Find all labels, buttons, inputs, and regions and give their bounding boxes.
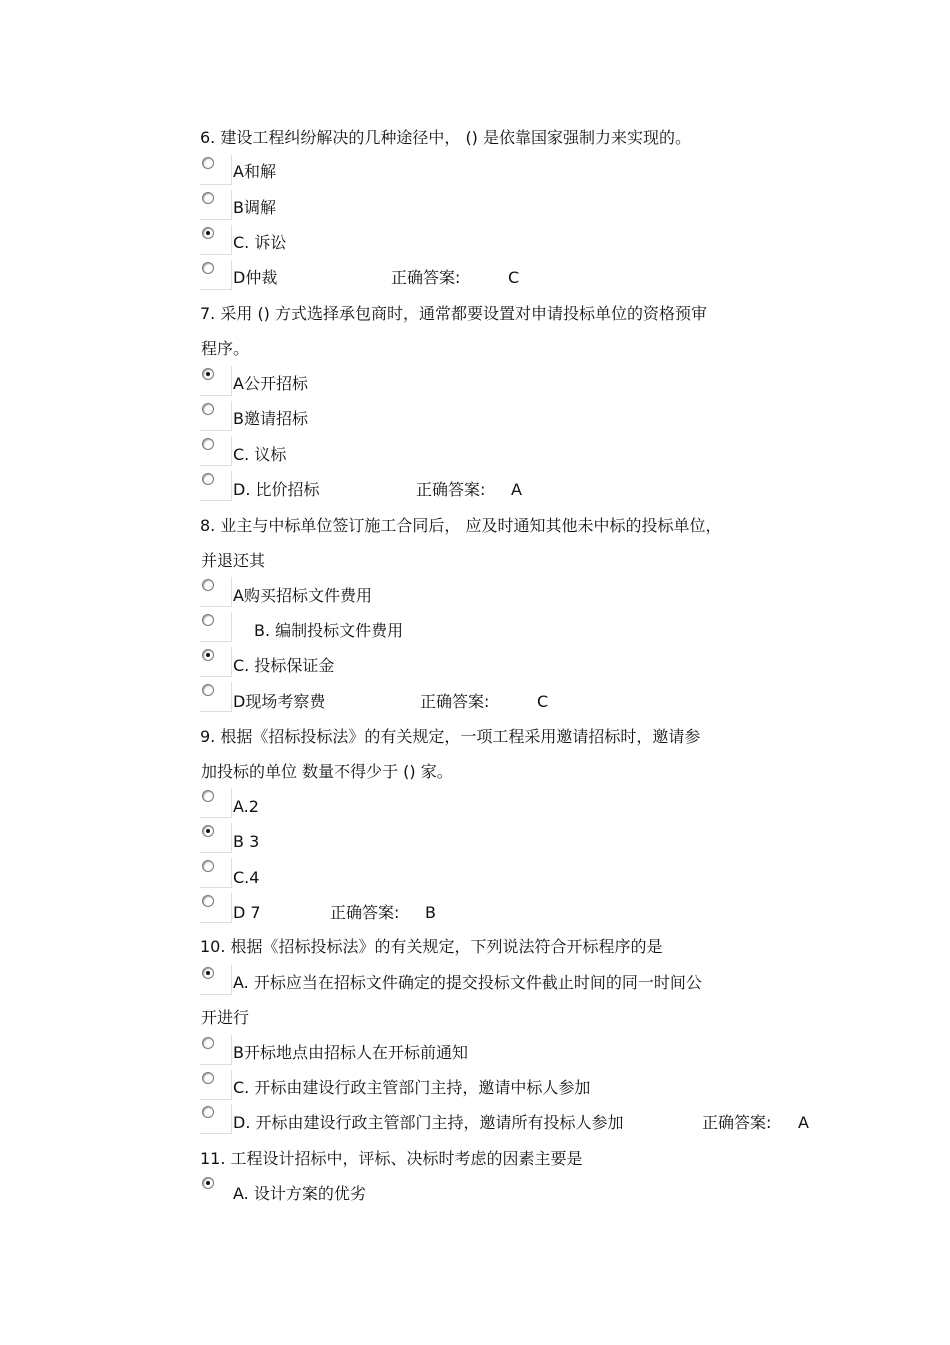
q10-option-d: D. 开标由建设行政主管部门主持，邀请所有投标人参加 [233, 1113, 624, 1132]
radio-circle-icon [202, 157, 214, 169]
q6-option-b-radio[interactable] [200, 190, 232, 220]
q9-answer-label: 正确答案: [330, 903, 400, 922]
q8-option-a-radio[interactable] [200, 577, 232, 607]
q9-option-d: D 7 [233, 903, 261, 922]
q7-answer-label: 正确答案: [416, 480, 486, 499]
q7-option-d-radio[interactable] [200, 471, 232, 501]
question-6-title: 6. 建设工程纠纷解决的几种途径中， () 是依靠国家强制力来实现的。 [200, 128, 692, 147]
question-8-title: 8. 业主与中标单位签订施工合同后， 应及时通知其他未中标的投标单位， [200, 516, 722, 535]
q11-option-a: A. 设计方案的优劣 [233, 1184, 366, 1203]
q6-option-c-radio[interactable] [200, 225, 232, 255]
radio-circle-icon [202, 473, 214, 485]
q10-option-a-radio[interactable] [200, 965, 232, 995]
q10-answer-label: 正确答案: [702, 1113, 772, 1132]
radio-circle-icon [202, 262, 214, 274]
q8-option-a: A购买招标文件费用 [233, 586, 372, 605]
q6-option-a: A和解 [233, 162, 276, 181]
q9-option-a-radio[interactable] [200, 788, 232, 818]
q6-option-d: D仲裁 [233, 268, 278, 287]
q6-option-b: B调解 [233, 198, 276, 217]
radio-selected-icon [202, 649, 214, 661]
question-9-title-cont: 加投标的单位 数量不得少于 () 家。 [201, 762, 453, 781]
q7-option-b-radio[interactable] [200, 401, 232, 431]
radio-circle-icon [202, 860, 214, 872]
radio-circle-icon [202, 1072, 214, 1084]
q7-option-c-radio[interactable] [200, 436, 232, 466]
radio-selected-icon [202, 227, 214, 239]
q8-answer: C [537, 692, 549, 711]
q9-option-c: C.4 [233, 868, 260, 887]
q7-option-d: D. 比价招标 [233, 480, 320, 499]
radio-selected-icon [202, 967, 214, 979]
q10-option-c: C. 开标由建设行政主管部门主持，邀请中标人参加 [233, 1078, 591, 1097]
q8-option-c: C. 投标保证金 [233, 656, 335, 675]
radio-circle-icon [202, 684, 214, 696]
q8-option-c-radio[interactable] [200, 647, 232, 677]
radio-circle-icon [202, 579, 214, 591]
q9-option-b: B 3 [233, 832, 260, 851]
radio-circle-icon [202, 192, 214, 204]
radio-circle-icon [202, 1037, 214, 1049]
question-7-title-cont: 程序。 [201, 339, 250, 358]
q6-answer: C [508, 268, 520, 287]
q8-option-b-radio[interactable] [200, 612, 232, 642]
q8-answer-label: 正确答案: [420, 692, 490, 711]
q9-option-a: A.2 [233, 797, 259, 816]
q7-option-b: B邀请招标 [233, 409, 308, 428]
radio-selected-icon [202, 1177, 214, 1189]
q10-option-b-radio[interactable] [200, 1035, 232, 1065]
q10-answer: A [798, 1113, 809, 1132]
question-10-title: 10. 根据《招标投标法》的有关规定，下列说法符合开标程序的是 [200, 937, 663, 956]
q9-answer: B [425, 903, 436, 922]
radio-circle-icon [202, 790, 214, 802]
q9-option-d-radio[interactable] [200, 893, 232, 923]
q9-option-c-radio[interactable] [200, 858, 232, 888]
q6-answer-label: 正确答案: [391, 268, 461, 287]
q9-option-b-radio[interactable] [200, 823, 232, 853]
q10-option-b: B开标地点由招标人在开标前通知 [233, 1043, 468, 1062]
q8-option-d-radio[interactable] [200, 682, 232, 712]
radio-circle-icon [202, 438, 214, 450]
q8-option-b: B. 编制投标文件费用 [254, 621, 404, 640]
q10-option-c-radio[interactable] [200, 1070, 232, 1100]
q8-option-d: D现场考察费 [233, 692, 326, 711]
q7-option-c: C. 议标 [233, 445, 287, 464]
q10-option-a: A. 开标应当在招标文件确定的提交投标文件截止时间的同一时间公 [233, 973, 702, 992]
radio-circle-icon [202, 403, 214, 415]
q10-option-d-radio[interactable] [200, 1104, 232, 1134]
radio-selected-icon [202, 368, 214, 380]
q11-option-a-radio[interactable] [200, 1175, 232, 1205]
q6-option-c: C. 诉讼 [233, 233, 287, 252]
radio-selected-icon [202, 825, 214, 837]
question-8-title-cont: 并退还其 [201, 551, 266, 570]
radio-circle-icon [202, 895, 214, 907]
radio-circle-icon [202, 1106, 214, 1118]
q7-option-a-radio[interactable] [200, 366, 232, 396]
question-7-title: 7. 采用 () 方式选择承包商时，通常都要设置对申请投标单位的资格预审 [200, 304, 708, 323]
q7-answer: A [511, 480, 522, 499]
q6-option-a-radio[interactable] [200, 155, 232, 185]
radio-circle-icon [202, 614, 214, 626]
question-11-title: 11. 工程设计招标中，评标、决标时考虑的因素主要是 [200, 1149, 583, 1168]
question-9-title: 9. 根据《招标投标法》的有关规定，一项工程采用邀请招标时，邀请参 [200, 727, 701, 746]
q6-option-d-radio[interactable] [200, 260, 232, 290]
q7-option-a: A公开招标 [233, 374, 308, 393]
q10-option-a-cont: 开进行 [201, 1008, 250, 1027]
